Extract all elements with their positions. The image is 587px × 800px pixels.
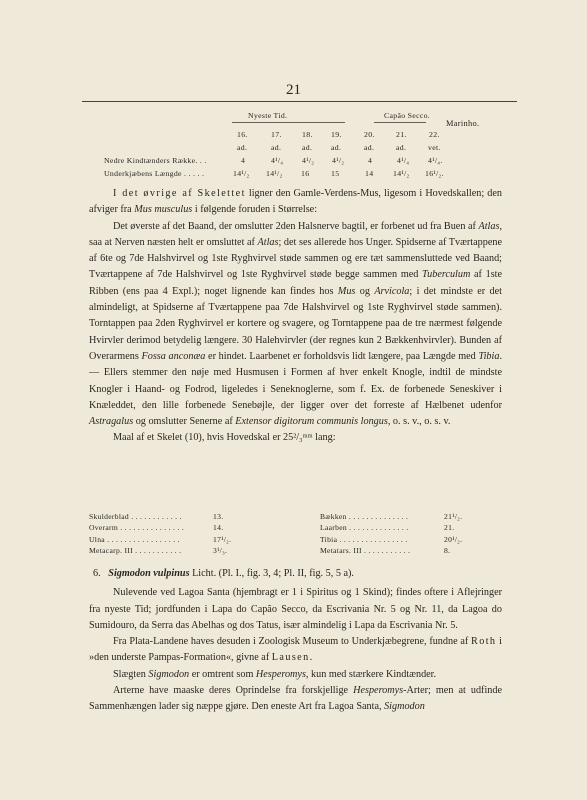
table-cell: 4	[241, 156, 246, 165]
table-col-unit: ad.	[302, 143, 313, 152]
table-cell: 15	[331, 169, 340, 178]
table-col-unit: vet.	[428, 143, 441, 152]
table-col-number: 17.	[271, 130, 282, 139]
table-col-unit: ad.	[364, 143, 375, 152]
paragraph: I det øvrige af Skelettet ligner den Gamle-Verdens-Mus, ligesom i Hovedskallen; den afviger fra Mus musculus i følgende foruden i Størrelse:	[89, 188, 502, 216]
table-cell: 16	[301, 169, 310, 178]
main-text-lower	[89, 566, 502, 716]
paragraph: Arterne have maaske deres Oprindelse fra forskjellige Hesperomys-Arter; men at udfinde Sammenhængen lader sig næppe gjøre. Den eneste Art fra Lagoa Santa, Sigmodon	[89, 685, 502, 713]
table-cell: 14¹/₂	[266, 169, 283, 178]
paragraph: Fra Plata-Landene haves desuden i Zoologisk Museum to Underkjæbegrene, fundne af Roth i »den underste Pampas-Formation«, givne af Lausen.	[89, 636, 502, 664]
section-heading: 6. Sigmodon vulpinus Licht. (Pl. I., fig. 3, 4; Pl. II, fig. 5, 5 a).	[93, 568, 354, 579]
table-rule	[232, 122, 345, 123]
table-col-unit: ad.	[396, 143, 407, 152]
measurement-row: Ulna . . . . . . . . . . . . . . . . . 17¹/₂. Tibia . . . . . . . . . . . . . . . . 20¹/₂.	[89, 534, 463, 544]
table-group-header: Nyeste Tid.	[248, 111, 288, 120]
table-cell: 16¹/₂.	[425, 169, 444, 178]
paragraph: Slægten Sigmodon er omtrent som Hesperomys, kun med stærkere Kindtænder.	[113, 668, 437, 680]
table-cell: 4¹/₄.	[428, 156, 443, 165]
table-cell: 4	[368, 156, 373, 165]
table-rule	[374, 122, 426, 123]
table-col-unit: ad.	[237, 143, 248, 152]
paragraph: Det øverste af det Baand, der omslutter 2den Halsnerve bagtil, er forbenet ud fra Buen af Atlas, saa at Nerven næsten helt er omsluttet af Atlas; det ses allerede hos Unger. Spidserne af Tværtappene af 6te og 7de Halshvirvel og 1ste Ryghvirvel støde sammen og ere tæt sammensluttede ved Baand; Tværtappene af 7de Halshvirvel og 1ste Ryghvirvel støde begge sammen med Tuberculum af 1ste Ribben (ens paa 4 Expl.); noget lignende kan findes hos Mus og Arvicola; i det mindste er det almindeligt, at Spidserne af Tværtappene paa 7de Halshvirvel og 1ste Ryghvirvel støde sammen). Torntappen paa 2den Ryghvirvel er kortere og svagere, og Torntappene paa de tre nærmest følgende Hvirvler derimod betydelig længere. 30 Halehvirvler (der regnes kun 2 Bækkenhvirvler). Bunden af Overarmens Fossa anconæa er hindet. Laarbenet er forholdsvis lidt længere, paa Længde med Tibia. — Ellers stemmer den nøje med Husmusen i Formen af hver enkelt Knogle, indtil de mindste Knogler i Haand- og Fodrod, ligeledes i Seneknoglerne, som f. Ex. de forbenede Seneskiver i Knæleddet, den lille forbenede Senebøjle, der ligger over det forreste af Hælbenet udenfor Astragalus og omslutter Senerne af Extensor digitorum communis longus, o. s. v., o. s. v.	[89, 220, 503, 428]
table-col-unit: ad.	[331, 143, 342, 152]
table-col-number: 19.	[331, 130, 342, 139]
table-cell: 14¹/₂	[233, 169, 250, 178]
table-group-header: Marinho.	[446, 119, 480, 128]
measurement-row: Skulderblad . . . . . . . . . . . . 13. Bækken . . . . . . . . . . . . . . 21¹/₂.	[89, 512, 463, 521]
table-col-number: 22.	[429, 130, 440, 139]
table-cell: 14¹/₂	[393, 169, 410, 178]
page-number: 21	[286, 82, 301, 98]
table-cell: 4¹/₂	[302, 156, 315, 165]
table-row-label: Nedre Kindtænders Række. . .	[104, 156, 207, 165]
paragraph: Maal af et Skelet (10), hvis Hovedskal er 25²/₃ᵐᵐ lang:	[113, 432, 336, 444]
table-cell: 4¹/₄	[397, 156, 410, 165]
table-cell: 4¹/₄	[271, 156, 284, 165]
skeleton-measurements	[89, 512, 502, 558]
table-col-unit: ad.	[271, 143, 282, 152]
table-group-header: Capão Secco.	[384, 111, 431, 120]
table-col-number: 18.	[302, 130, 313, 139]
table-col-number: 20.	[364, 130, 375, 139]
paragraph: Nulevende ved Lagoa Santa (hjembragt er 1 i Spiritus og 1 Skind); findes oftere i Aflejringer fra nyeste Tid; jordfunden i Lapa do Capão Secco, da Escrivania Nr. 5 og Nr. 11, da Lagoa do Sumidouro, da Serra das Abelhas og dos Tatus, især almindelig i Lapa da Escrivania Nr. 5.	[89, 587, 502, 631]
table-cell: 4¹/₂	[332, 156, 345, 165]
main-text-upper	[89, 186, 502, 447]
table-col-number: 21.	[396, 130, 407, 139]
header-rule	[82, 101, 517, 102]
measurement-row: Overarm . . . . . . . . . . . . . . . 14. Laarben . . . . . . . . . . . . . . 21.	[89, 523, 455, 533]
measurement-row: Metacarp. III . . . . . . . . . . . 3¹/₃. Metatars. III . . . . . . . . . . . 8.	[89, 546, 451, 556]
table-row-label: Underkjæbens Længde . . . . .	[104, 169, 205, 178]
table-cell: 14	[365, 169, 374, 178]
table-col-number: 16.	[237, 130, 248, 139]
